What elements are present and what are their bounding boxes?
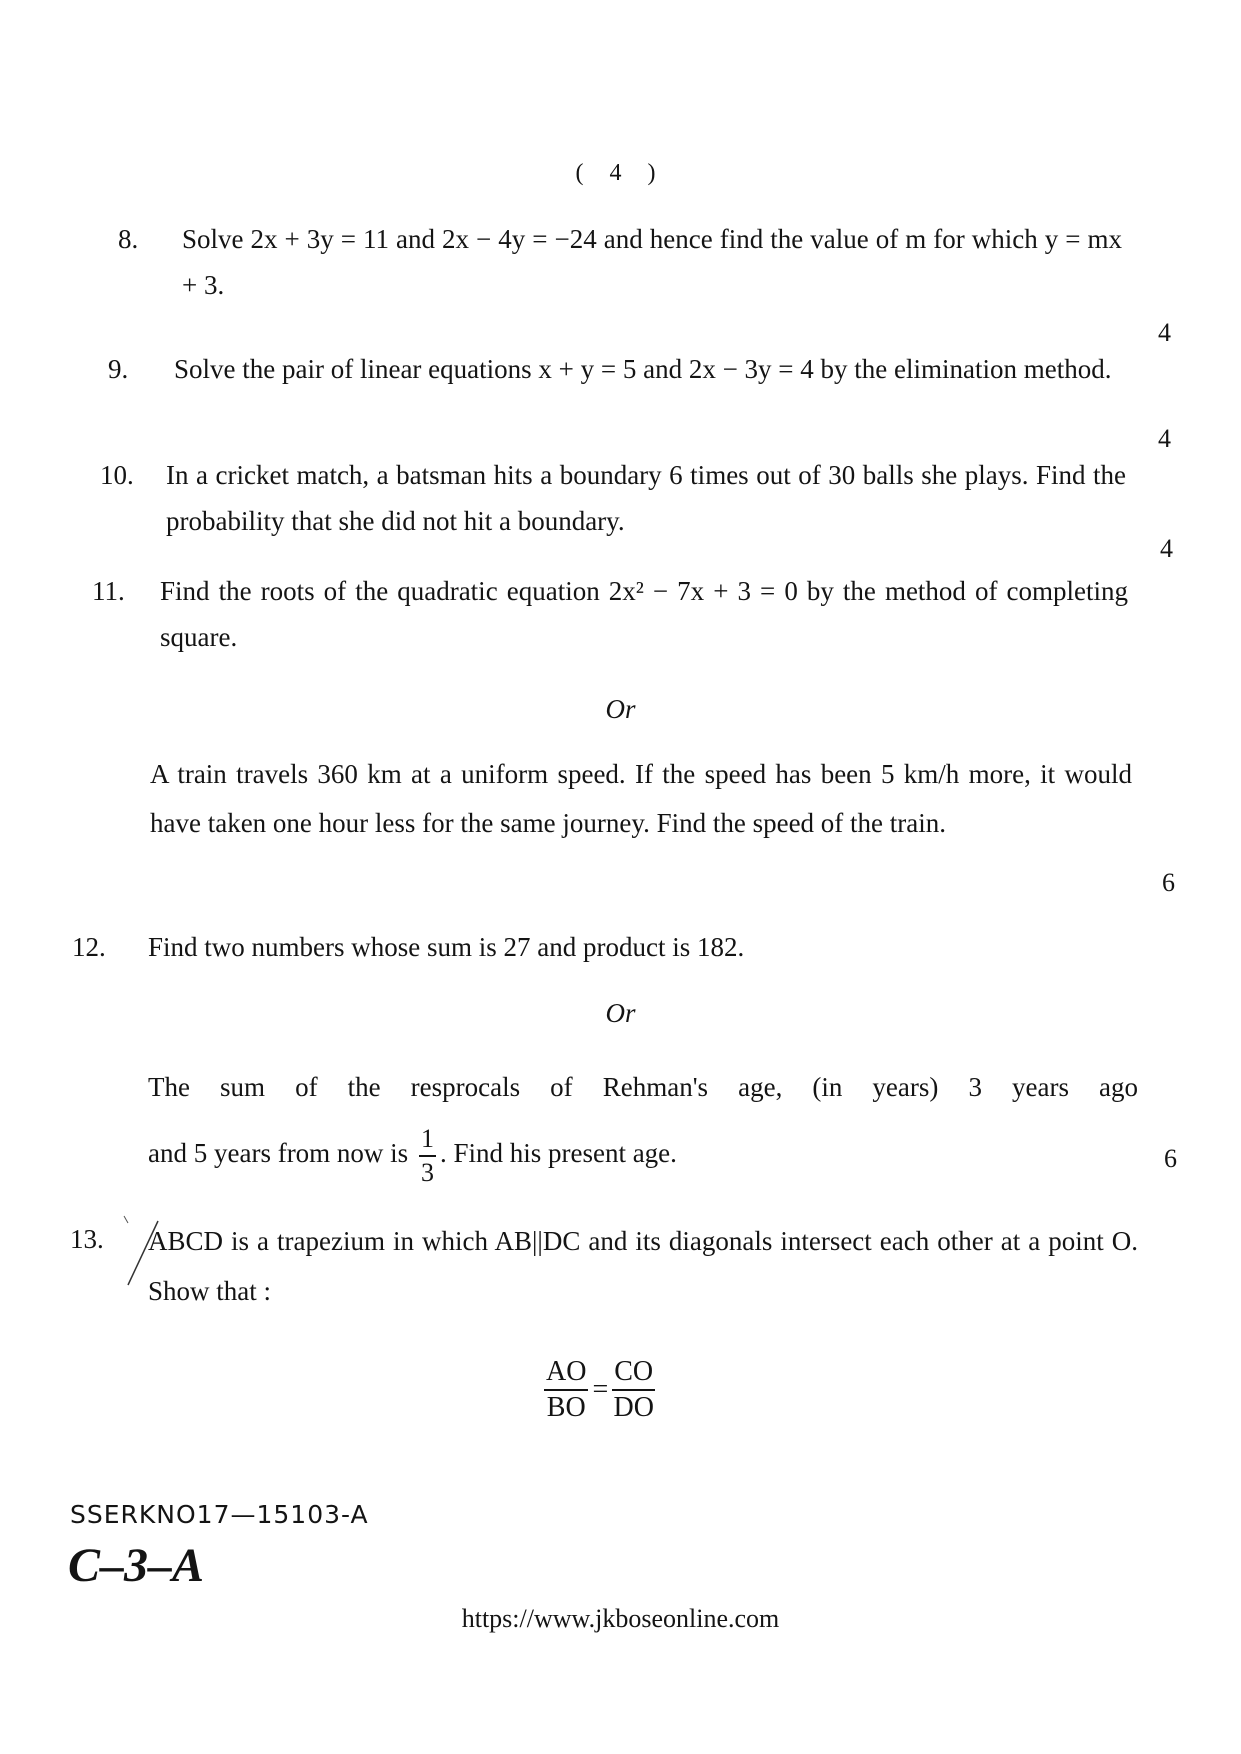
question-text: Solve the pair of linear equations x + y = 5 and 2x − 3y = 4 by the elimination method. <box>174 354 1112 384</box>
fraction-lhs <box>544 1358 588 1422</box>
text-segment: . Find his present age. <box>439 1138 677 1169</box>
pen-mark-icon <box>118 1215 178 1295</box>
question-number: 12. <box>72 932 106 962</box>
question-text: Solve 2x + 3y = 11 and 2x − 4y = −24 and hence find the value of m for which y = mx + 3. <box>182 224 1122 300</box>
question-text-line1: The sum of the resprocals of Rehman's age, (in years) 3 years ago <box>148 1072 1138 1102</box>
fraction-denominator: 3 <box>420 1158 434 1187</box>
equation <box>540 1358 659 1422</box>
question-number: 9. <box>108 354 129 384</box>
marks-q9: 4 <box>1158 424 1171 453</box>
series-code: C–3–A <box>68 1539 205 1592</box>
question-text: Find the roots of the quadratic equation 2x² − 7x + 3 = 0 by the method of completing square. <box>160 576 1128 652</box>
question-number: 10. <box>100 460 134 490</box>
question-text: ABCD is a trapezium in which AB||DC and its diagonals intersect each other at a point O. Show that : <box>148 1226 1138 1306</box>
fraction-numerator: CO <box>612 1358 655 1391</box>
fraction-numerator: AO <box>544 1358 588 1391</box>
marks-q11: 6 <box>1162 868 1175 897</box>
or-label: Or <box>605 694 636 724</box>
question-text: In a cricket match, a batsman hits a boundary 6 times out of 30 balls she plays. Find the probability that she did not hit a boundary. <box>166 460 1126 536</box>
fraction-denominator: BO <box>546 1392 586 1423</box>
question-text-line2 <box>148 1126 677 1186</box>
website-url[interactable]: https://www.jkboseonline.com <box>461 1604 780 1633</box>
marks-q10: 4 <box>1160 534 1173 563</box>
fraction-rhs <box>612 1358 655 1422</box>
paper-code: SSERKNO17—15103-A <box>70 1500 369 1529</box>
question-number: 11. <box>92 576 125 606</box>
question-text: Find two numbers whose sum is 27 and product is 182. <box>148 932 745 962</box>
text-segment: and 5 years from now is <box>148 1138 409 1169</box>
question-text: A train travels 360 km at a uniform speed. If the speed has been 5 km/h more, it would have taken one hour less for the same journey. Find the speed of the train. <box>150 759 1132 838</box>
equals-sign: = <box>592 1374 609 1405</box>
fraction <box>419 1126 436 1186</box>
fraction-denominator: DO <box>613 1392 654 1423</box>
question-number: 13. <box>70 1224 104 1254</box>
marks-q8: 4 <box>1158 318 1171 347</box>
page-number: ( 4 ) <box>575 160 666 186</box>
marks-q12: 6 <box>1164 1144 1177 1173</box>
fraction-numerator: 1 <box>419 1126 436 1157</box>
question-number: 8. <box>118 224 139 254</box>
or-label: Or <box>605 998 636 1028</box>
